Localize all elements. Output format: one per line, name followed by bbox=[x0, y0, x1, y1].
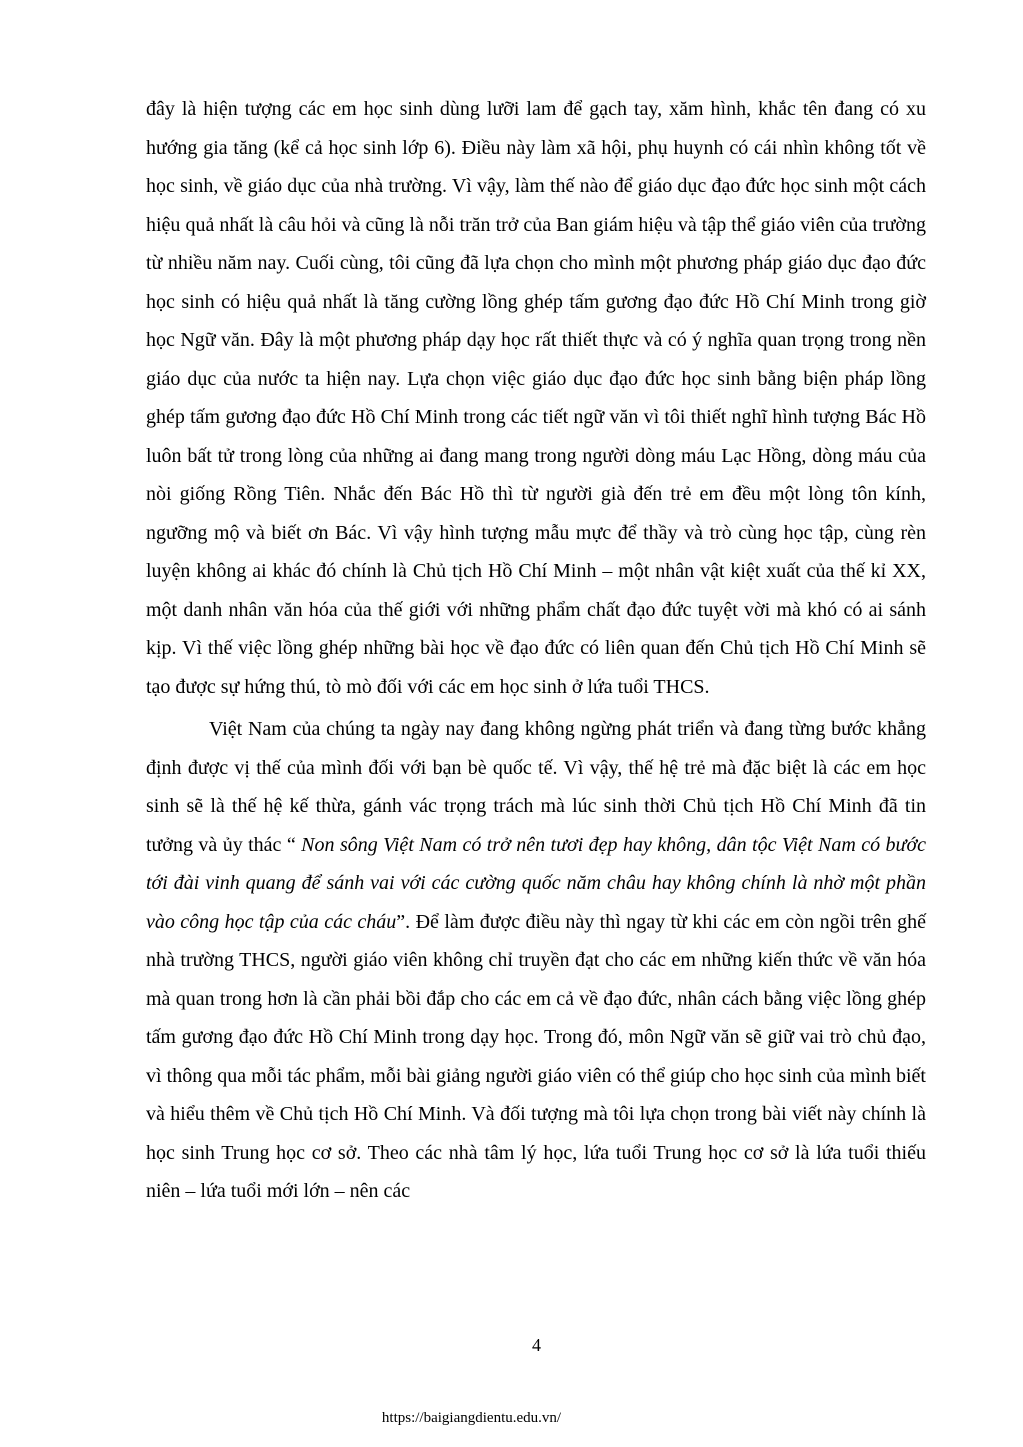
footer-url[interactable]: https://baigiangdientu.edu.vn/ bbox=[381, 1410, 562, 1426]
paragraph-2-text-after-quote: ”. Để làm được điều này thì ngay từ khi các em còn ngồi trên ghế nhà trường THCS, người giáo viên không chỉ truyền đạt cho các em những kiến thức về văn hóa mà quan trong hơn là cần phải bồi đắp cho các em cả về đạo đức, nhân cách bằng việc lồng ghép tấm gương đạo đức Hồ Chí Minh trong dạy học. Trong đó, môn Ngữ văn sẽ giữ vai trò chủ đạo, vì thông qua mỗi tác phẩm, mỗi bài giảng người giáo viên có thể giúp cho học sinh của mình biết và hiểu thêm về Chủ tịch Hồ Chí Minh. Và đối tượng mà tôi lựa chọn trong bài viết này chính là học sinh Trung học cơ sở. Theo các nhà tâm lý học, lứa tuổi Trung học cơ sở là lứa tuổi thiếu niên – lứa tuổi mới lớn – nên các bbox=[146, 910, 926, 1202]
paragraph-1: đây là hiện tượng các em học sinh dùng lưỡi lam để gạch tay, xăm hình, khắc tên đang có xu hướng gia tăng (kể cả học sinh lớp 6). Điều này làm xã hội, phụ huynh có cái nhìn không tốt về học sinh, về giáo dục của nhà trường. Vì vậy, làm thế nào để giáo dục đạo đức học sinh một cách hiệu quả nhất là câu hỏi và cũng là nỗi trăn trở của Ban giám hiệu và tập thể giáo viên của trường từ nhiều năm nay. Cuối cùng, tôi cũng đã lựa chọn cho mình một phương pháp giáo dục đạo đức học sinh có hiệu quả nhất là tăng cường lồng ghép tấm gương đạo đức Hồ Chí Minh trong giờ học Ngữ văn. Đây là một phương pháp dạy học rất thiết thực và có ý nghĩa quan trọng trong nền giáo dục của nước ta hiện nay. Lựa chọn việc giáo dục đạo đức học sinh bằng biện pháp lồng ghép tấm gương đạo đức Hồ Chí Minh trong các tiết ngữ văn vì tôi thiết nghĩ hình tượng Bác Hồ luôn bất tử trong lòng của những ai đang mang trong người dòng máu Lạc Hồng, dòng máu của nòi giống Rồng Tiên. Nhắc đến Bác Hồ thì từ người già đến trẻ em đều một lòng tôn kính, ngưỡng mộ và biết ơn Bác. Vì vậy hình tượng mẫu mực để thầy và trò cùng học tập, cùng rèn luyện không ai khác đó chính là Chủ tịch Hồ Chí Minh – một nhân vật kiệt xuất của thế kỉ XX, một danh nhân văn hóa của thế giới với những phẩm chất đạo đức tuyệt vời mà khó có ai sánh kịp. Vì thế việc lồng ghép những bài học về đạo đức có liên quan đến Chủ tịch Hồ Chí Minh sẽ tạo được sự hứng thú, tò mò đối với các em học sinh ở lứa tuổi THCS. bbox=[146, 98, 926, 698]
paragraph-2-text-before-quote: Việt Nam của chúng ta ngày nay đang không ngừng phát triển và đang từng bước khẳng định được vị thế của mình đối với bạn bè quốc tế. Vì vậy, thế hệ trẻ mà đặc biệt là các em học sinh sẽ là thế hệ kế thừa, gánh vác trọng trách mà lúc sinh thời Chủ tịch Hồ Chí Minh đã tin tưởng và ủy thác “ bbox=[146, 718, 926, 856]
paragraph-2 bbox=[146, 710, 926, 1211]
document-body bbox=[146, 90, 926, 1211]
ho-chi-minh-quote: Non sông Việt Nam có trở nên tươi đẹp hay không, dân tộc Việt Nam có bước tới đài vinh quang để sánh vai với các cường quốc năm châu hay không chính là nhờ một phần vào công học tập của các cháu bbox=[146, 833, 926, 933]
page-number: 4 bbox=[532, 1335, 541, 1355]
